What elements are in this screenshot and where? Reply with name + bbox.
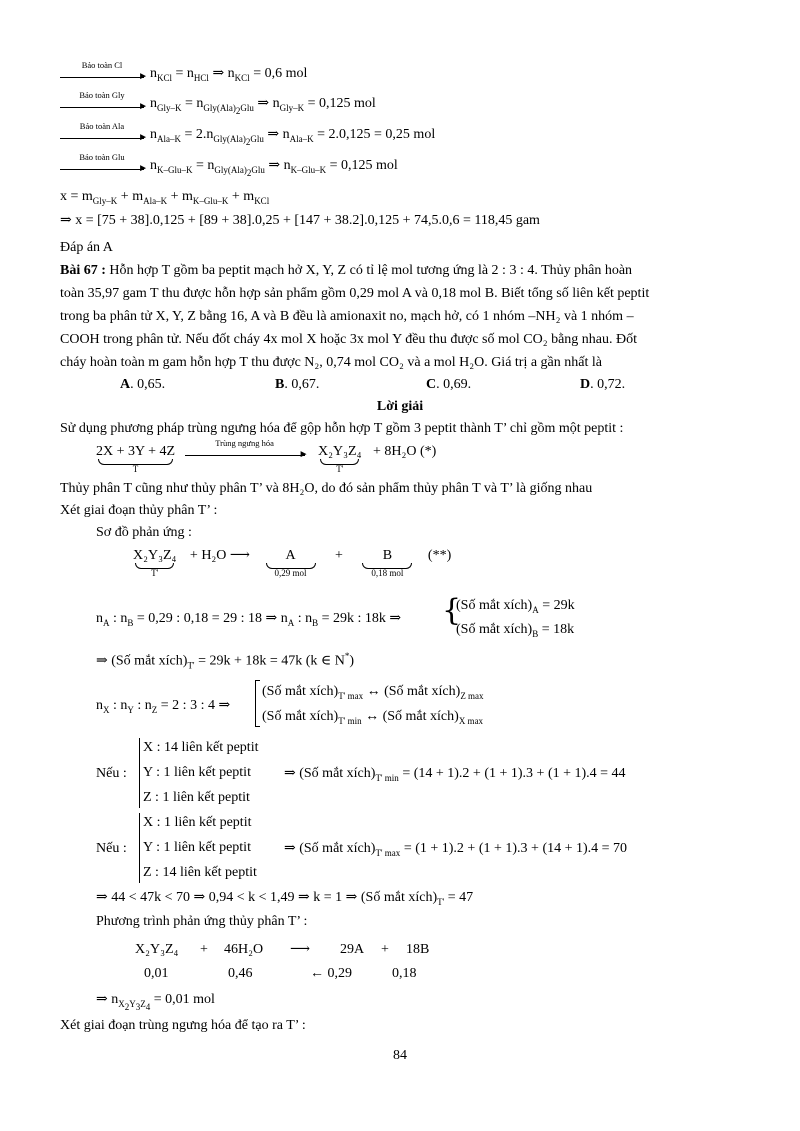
ratio-curly-brace: { [442, 593, 462, 628]
note-line-2: Xét giai đoạn thủy phân T’ : [60, 503, 218, 518]
case2-x: X : 1 liên kết peptit [143, 815, 252, 830]
problem-line-3: trong ba phân tử X, Y, Z bằng 16, A và B đều là amionaxit no, mạch hở, có 1 nhóm –NH₂ và 1 nhóm – [60, 309, 634, 324]
hydro-val-water: 0,46 [228, 966, 253, 981]
eq1-right-group: X₂Y₃Z₄ T' [318, 444, 362, 475]
scheme-label: Sơ đồ phản ứng : [96, 525, 192, 540]
solution-intro: Sử dụng phương pháp trùng ngưng hóa để gộp hỗn hợp T gồm 3 peptit thành T’ chỉ gồm một peptit : [60, 421, 624, 436]
case2-z: Z : 14 liên kết peptit [143, 865, 257, 880]
gly-conservation-line: Bảo toàn Gly ► $n_{Gly-K} = n_{Gly(Ala)_2Glu}$ ⇒ $n_{Gly-K} = 0,125$ mol [60, 96, 376, 116]
condensation-equation [96, 437, 437, 475]
cl-arrow: Bảo toàn Cl ► [60, 68, 148, 80]
ratio-line: $n_A$ : $n_B = 0,29$ : 0,18 = 29 : 18 ⇒ $n_A$ : $n_B = 29k$ : 18k ⇒ [96, 611, 402, 628]
hydro-reactant: X₂Y₃Z₄ [135, 942, 179, 957]
problem-line-1 [60, 263, 632, 280]
case2-result: ⇒ (Số mắt $xích)_{T' max} = (1 + 1).2 + (1 + 1).3 + (14 + 1).4 = 70$ [284, 841, 628, 858]
ala-arrow: Bảo toàn Ala ► [60, 129, 148, 141]
case1-result: ⇒ (Số mắt $xích)_{T' min} = (14 + 1).2 + (1 + 1).3 + (1 + 1).4 = 44$ [284, 766, 626, 783]
mol-result-line: ⇒ $n_{X_2Y_3Z_4} = 0,01$ mol [96, 992, 215, 1012]
ratio-case-a: (Số mắt $xích)_A = 29k$ [456, 598, 575, 615]
gly-arrow-label: Bảo toàn Gly [79, 89, 125, 100]
option-d: D. 0,72. [580, 377, 626, 392]
answer-line: Đáp án A [60, 240, 113, 255]
x-result-line: ⇒ x = [75 + 38].0,125 + [89 + 38].0,25 + [147 + 38.2].0,125 + 74,5.0,6 = 118,45 gam [60, 213, 540, 228]
hydro-arrow: ⟶ [290, 942, 311, 957]
glu-conservation-line: Bảo toàn Glu ► $n_{K-Glu-K} = n_{Gly(Ala)_2Glu}$ ⇒ $n_{K-Glu-K} = 0,125$ mol [60, 158, 398, 178]
option-a: A. 0,65. [120, 377, 166, 392]
eq1-left-group: 2X + 3Y + 4Z T [96, 444, 176, 475]
hydro-val-b: 0,18 [392, 966, 417, 981]
ratio-case-b: (Số mắt $xích)_B = 18k$ [456, 622, 575, 639]
case2-bar [139, 813, 140, 883]
ala-conservation-line: Bảo toàn Ala ► $n_{Ala-K} = 2.n_{Gly(Ala)_2Glu}$ ⇒ $n_{Ala-K} = 2.0,125 = 0,25$ mol [60, 127, 435, 147]
cl-conservation-line: Bảo toàn Cl ► $n_{KCl} = n_{HCl}$ ⇒ $n_{KCl} = 0,6$ mol [60, 66, 307, 84]
eq2-product-b: B 0,18 mol [360, 548, 414, 579]
xyz-bracket [255, 680, 256, 726]
eq2-reactant: X₂Y₃Z₄ T' [133, 548, 177, 579]
case1-label: Nếu : [96, 766, 127, 781]
hydro-product-a: 29A [340, 942, 365, 957]
ala-arrow-label: Bảo toàn Ala [79, 120, 125, 131]
x-sum-line: $x = m_{Gly-K} + m_{Ala-K} + m_{K-Glu-K} + m_{KCl}$ [60, 189, 270, 206]
eq2-product-a: A 0,29 mol [264, 548, 318, 579]
option-b: B. 0,67. [275, 377, 320, 392]
problem-text-1: Hỗn hợp T gồm ba peptit mạch hở X, Y, Z có tỉ lệ mol tương ứng là 2 : 3 : 4. Thủy phân hoàn [105, 263, 633, 278]
problem-label: Bài 67 : [60, 263, 106, 278]
case1-y: Y : 1 liên kết peptit [143, 765, 251, 780]
case2-label: Nếu : [96, 841, 127, 856]
k-line: ⇒ 44 < 47k < 70 ⇒ 0,94 < k < 1,49 ⇒ k = 1 ⇒ (Số mắt $xích)_{T'} = 47$ [96, 890, 474, 907]
hydro-plus-2: + [381, 942, 389, 957]
problem-line-4: COOH trong phân tử. Nếu đốt cháy 4x mol X hoặc 3x mol Y đều thu được số mol CO₂ bằng nhau. Đốt [60, 332, 638, 347]
cl-arrow-label: Bảo toàn Cl [81, 59, 123, 70]
hydro-val-reactant: 0,01 [144, 966, 169, 981]
total-units-line: ⇒ (Số mắt $xích)_{T'} = 29k + 18k = 47k$ (k ∈ N*) [96, 651, 355, 671]
xyz-case-min: (Số mắt $xích)_{T' min}$ ↔ (Số mắt $xích)_{X max}$ [262, 709, 484, 726]
glu-arrow: Bảo toàn Glu ► [60, 160, 148, 172]
eq1-tail: + 8H₂O (*) [372, 444, 437, 459]
page-number: 84 [393, 1048, 407, 1063]
hydro-water: 46H₂O [224, 942, 264, 957]
case1-x: X : 14 liên kết peptit [143, 740, 259, 755]
solution-heading: Lời giải [376, 399, 424, 414]
eq2-tag: (**) [427, 548, 452, 563]
final-line: Xét giai đoạn trùng ngưng hóa để tạo ra T’ : [60, 1018, 306, 1033]
hydro-plus-1: + [200, 942, 208, 957]
trung-ngung-arrow: Trùng ngưng hóa ► [185, 446, 309, 458]
glu-arrow-label: Bảo toàn Glu [79, 151, 125, 162]
eq2-water: + H₂O ⟶ [189, 548, 250, 563]
problem-line-2: toàn 35,97 gam T thu được hỗn hợp sản phẩm gồm 0,29 mol A và 0,18 mol B. Biết tổng số liên kết peptit [60, 286, 650, 301]
problem-line-5: cháy hoàn toàn m gam hỗn hợp T thu được N₂, 0,74 mol CO₂ và a mol H₂O. Giá trị a gần nhất là [60, 355, 602, 370]
note-line-1: Thủy phân T cũng như thủy phân T’ và 8H₂O, do đó sản phẩm thủy phân T và T’ là giống nhau [60, 481, 593, 496]
hydro-product-b: 18B [406, 942, 430, 957]
hydro-val-a: ← 0,29 [310, 966, 352, 981]
hydrolysis-scheme: X₂Y₃Z₄ T' + H₂O ⟶ A 0,29 mol + B 0,18 mol (**) [133, 548, 452, 579]
case1-z: Z : 1 liên kết peptit [143, 790, 250, 805]
xyz-case-max: (Số mắt $xích)_{T' max}$ ↔ (Số mắt $xích)_{Z max}$ [262, 684, 484, 701]
gly-arrow: Bảo toàn Gly ► [60, 98, 148, 110]
hydrolysis-title: Phương trình phản ứng thủy phân T’ : [96, 914, 308, 929]
option-c: C. 0,69. [426, 377, 472, 392]
xyz-ratio-line: $n_X$ : $n_Y$ : $n_Z = 2$ : 3 : 4 ⇒ [96, 698, 231, 715]
case2-y: Y : 1 liên kết peptit [143, 840, 251, 855]
case1-bar [139, 738, 140, 808]
